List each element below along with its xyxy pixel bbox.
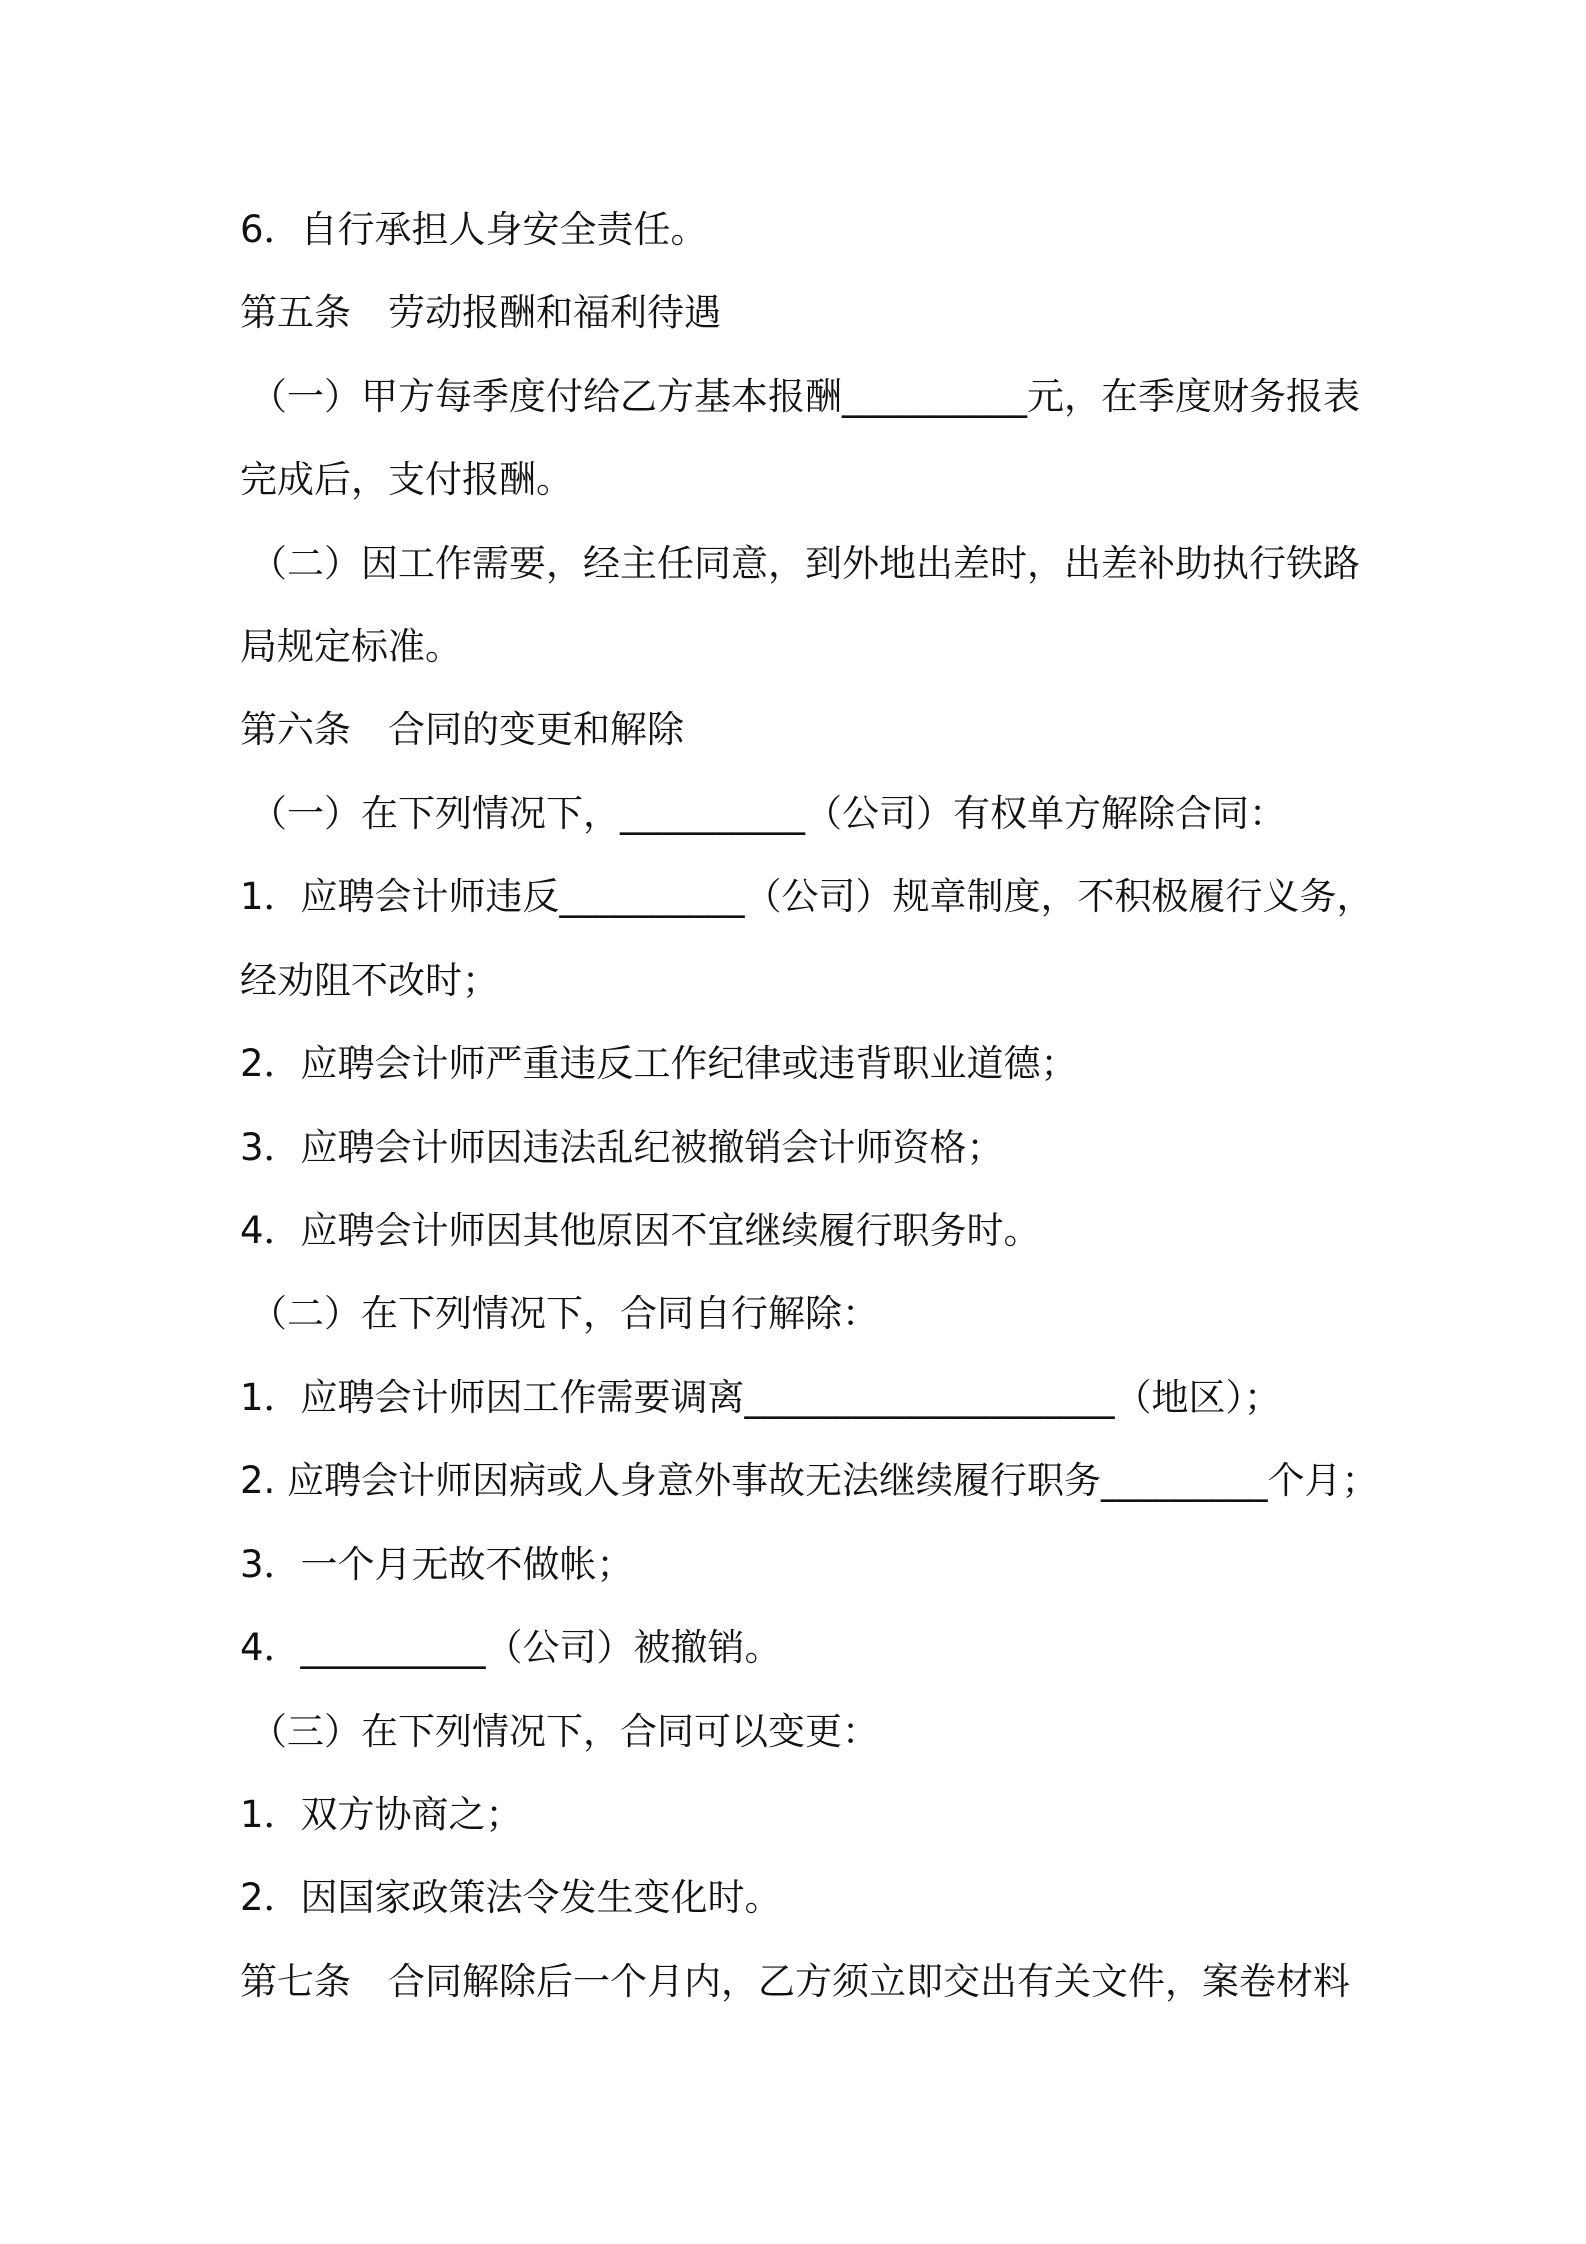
- text-line-14: （二）在下列情况下，合同自行解除：: [250, 1292, 879, 1335]
- article-7-line: 第七条 合同解除后一个月内，乙方须立即交出有关文件，案卷材料: [240, 1960, 1350, 2003]
- text-line-9: 1．应聘会计师违反__________（公司）规章制度，不积极履行义务，: [240, 875, 1374, 918]
- text-line-18: 4．__________（公司）被撤销。: [240, 1626, 782, 1669]
- text-line-19: （三）在下列情况下，合同可以变更：: [250, 1710, 879, 1753]
- text-line-3: （一）甲方每季度付给乙方基本报酬__________元，在季度财务报表: [250, 375, 1360, 418]
- text-line-1: 6．自行承担人身安全责任。: [240, 208, 708, 251]
- text-line-6: 局规定标准。: [240, 625, 462, 668]
- text-line-12: 3．应聘会计师因违法乱纪被撤销会计师资格；: [240, 1126, 1004, 1169]
- text-line-20: 1．双方协商之；: [240, 1793, 523, 1836]
- text-line-16: 2. 应聘会计师因病或人身意外事故无法继续履行职务_________个月；: [240, 1459, 1379, 1502]
- article-5-heading: 第五条 劳动报酬和福利待遇: [240, 291, 721, 334]
- article-6-heading: 第六条 合同的变更和解除: [240, 708, 684, 751]
- text-line-21: 2．因国家政策法令发生变化时。: [240, 1876, 782, 1919]
- text-line-4: 完成后，支付报酬。: [240, 458, 573, 501]
- text-line-11: 2．应聘会计师严重违反工作纪律或违背职业道德；: [240, 1042, 1078, 1085]
- text-line-5: （二）因工作需要，经主任同意，到外地出差时，出差补助执行铁路: [250, 542, 1360, 585]
- text-line-8: （一）在下列情况下，__________（公司）有权单方解除合同：: [250, 792, 1286, 835]
- text-line-15: 1．应聘会计师因工作需要调离____________________（地区）；: [240, 1376, 1282, 1419]
- text-line-13: 4．应聘会计师因其他原因不宜继续履行职务时。: [240, 1209, 1041, 1252]
- text-line-17: 3．一个月无故不做帐；: [240, 1543, 634, 1586]
- text-line-10: 经劝阻不改时；: [240, 959, 499, 1002]
